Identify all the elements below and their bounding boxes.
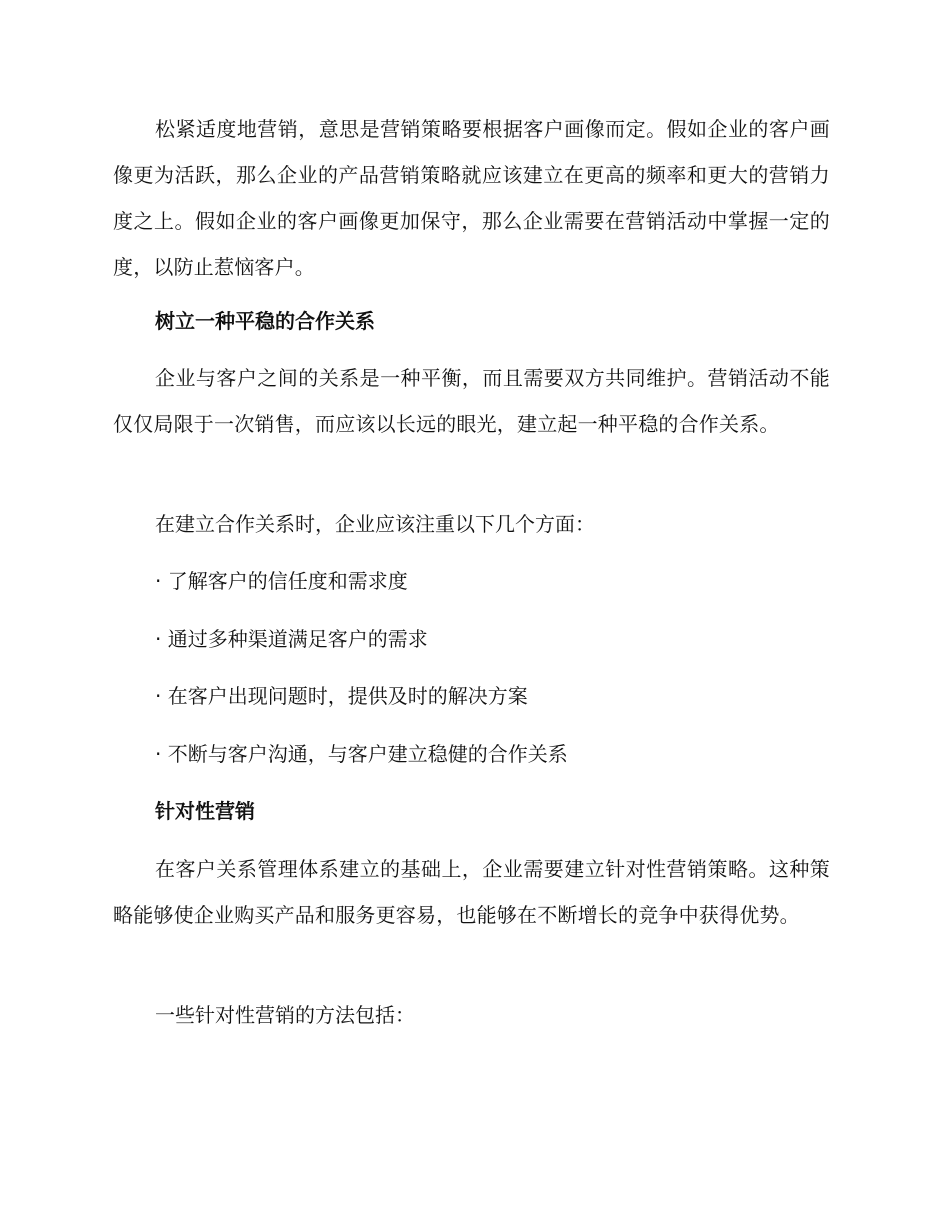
section-heading-targeted-marketing: 针对性营销 (155, 799, 255, 823)
targeted-marketing-paragraph: 在客户关系管理体系建立的基础上，企业需要建立针对性营销策略。这种策略能够使企业购买产品和服务更容易，也能够在不断增长的竞争中获得优势。 (113, 857, 830, 927)
targeted-marketing-list-intro: 一些针对性营销的方法包括： (155, 1003, 415, 1027)
list-item: · 在客户出现问题时，提供及时的解决方案 (155, 684, 528, 708)
section-heading-cooperation: 树立一种平稳的合作关系 (155, 309, 375, 333)
cooperation-list-intro: 在建立合作关系时，企业应该注重以下几个方面： (155, 512, 595, 536)
intro-paragraph: 松紧适度地营销，意思是营销策略要根据客户画像而定。假如企业的客户画像更为活跃，那么企业的产品营销策略就应该建立在更高的频率和更大的营销力度之上。假如企业的客户画像更加保守，那么企业需要在营销活动中掌握一定的度，以防止惹恼客户。 (113, 117, 830, 279)
list-item: · 不断与客户沟通，与客户建立稳健的合作关系 (155, 742, 568, 766)
list-item: · 了解客户的信任度和需求度 (155, 569, 408, 593)
cooperation-paragraph: 企业与客户之间的关系是一种平衡，而且需要双方共同维护。营销活动不能仅仅局限于一次销售，而应该以长远的眼光，建立起一种平稳的合作关系。 (113, 366, 830, 436)
list-item: · 通过多种渠道满足客户的需求 (155, 627, 428, 651)
